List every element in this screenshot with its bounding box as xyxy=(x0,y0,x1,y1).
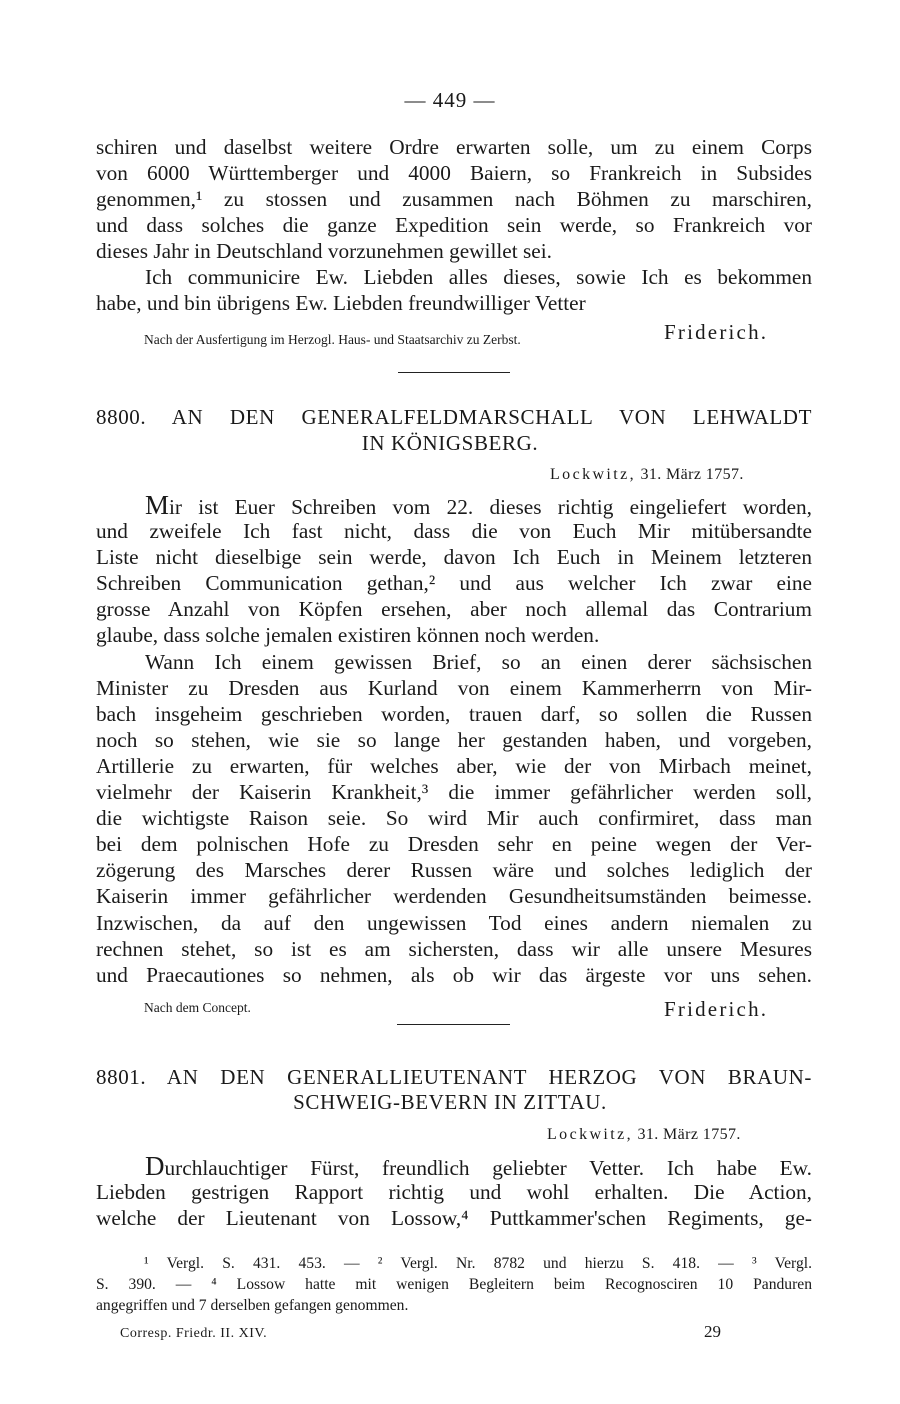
body-line: und dass solches die ganze Expedition sein werde, so Frankreich vor xyxy=(96,213,812,237)
body-line: Ich communicire Ew. Liebden alles dieses, sowie Ich es bekommen xyxy=(145,265,812,289)
letter-heading-cont: SCHWEIG-BEVERN IN ZITTAU. xyxy=(293,1090,607,1114)
body-line-first xyxy=(145,492,812,520)
body-line: Liebden gestrigen Rapport richtig und wohl erhalten. Die Action, xyxy=(96,1180,812,1204)
date-value: 31. März 1757. xyxy=(637,1126,741,1143)
footnote-line: angegriffen und 7 derselben gefangen genommen. xyxy=(96,1297,409,1314)
body-line: rechnen stehet, so ist es am sichersten, dass wir alle unsere Mesures xyxy=(96,937,812,961)
body-line: Artillerie zu erwarten, für welches aber, wie der von Mirbach meinet, xyxy=(96,754,812,778)
signature: Friderich. xyxy=(664,320,769,344)
body-line: welche der Lieutenant von Lossow,⁴ Puttkammer'schen Regiments, ge- xyxy=(96,1206,812,1230)
footnote-line: ¹ Vergl. S. 431. 453. — ² Vergl. Nr. 8782 und hierzu S. 418. — ³ Vergl. xyxy=(144,1255,812,1272)
source-note: Nach dem Concept. xyxy=(144,1000,251,1015)
body-line: glaube, dass solche jemalen existiren können noch werden. xyxy=(96,623,600,647)
dateline xyxy=(550,466,744,484)
body-line: von 6000 Württemberger und 4000 Baiern, so Frankreich in Subsides xyxy=(96,161,812,185)
sheet-number: 29 xyxy=(704,1322,721,1341)
body-text: urchlauchtiger Fürst, freundlich geliebter Vetter. Ich habe Ew. xyxy=(164,1156,812,1180)
source-note: Nach der Ausfertigung im Herzogl. Haus- und Staatsarchiv zu Zerbst. xyxy=(144,332,521,347)
body-line: bach insgeheim geschrieben worden, trauen darf, so sollen die Russen xyxy=(96,702,812,726)
body-line: Schreiben Communication gethan,² und aus welcher Ich zwar eine xyxy=(96,571,812,595)
body-line: genommen,¹ zu stossen und zusammen nach Böhmen zu marschiren, xyxy=(96,187,812,211)
letter-heading: 8801. AN DEN GENERALLIEUTENANT HERZOG VON BRAUN- xyxy=(96,1065,812,1089)
body-line: noch so stehen, wie sie so lange her gestanden haben, und vorgeben, xyxy=(96,728,812,752)
body-line-first xyxy=(145,1153,812,1181)
footer-signature: Corresp. Friedr. II. XIV. xyxy=(120,1326,268,1341)
date-place: Lockwitz, xyxy=(550,466,637,483)
body-line: dieses Jahr in Deutschland vorzunehmen gewillet sei. xyxy=(96,239,552,263)
body-line: und zweifele Ich fast nicht, dass die von Euch Mir mitübersandte xyxy=(96,519,812,543)
body-line: schiren und daselbst weitere Ordre erwarten solle, um zu einem Corps xyxy=(96,135,812,159)
body-line: zögerung des Marsches derer Russen wäre und solches lediglich der xyxy=(96,858,812,882)
body-line: und Praecautiones so nehmen, als ob wir das ärgeste vor uns sehen. xyxy=(96,963,812,987)
body-line: Inzwischen, da auf den ungewissen Tod eines andern niemalen zu xyxy=(96,911,812,935)
body-line: Liste nicht dieselbige sein werde, davon Ich Euch in Meinem letzteren xyxy=(96,545,812,569)
page-number: — 449 — xyxy=(404,88,496,112)
date-value: 31. März 1757. xyxy=(640,466,744,483)
body-line: die wichtigste Raison seie. So wird Mir auch confirmiret, dass man xyxy=(96,806,812,830)
body-line: bei dem polnischen Hofe zu Dresden sehr en peine wegen der Ver- xyxy=(96,832,812,856)
letter-heading-cont: IN KÖNIGSBERG. xyxy=(361,431,539,455)
letter-heading: 8800. AN DEN GENERALFELDMARSCHALL VON LEHWALDT xyxy=(96,405,812,429)
dateline xyxy=(547,1126,741,1144)
body-line: Kaiserin immer gefährlicher werdenden Gesundheitsumständen beimesse. xyxy=(96,884,812,908)
signature: Friderich. xyxy=(664,997,769,1021)
body-line: Wann Ich einem gewissen Brief, so an einen derer sächsischen xyxy=(145,650,812,674)
section-divider xyxy=(398,372,510,373)
initial-letter: M xyxy=(145,490,170,520)
body-text: ir ist Euer Schreiben vom 22. dieses richtig eingeliefert worden, xyxy=(169,495,812,519)
footnote-line: S. 390. — ⁴ Lossow hatte mit wenigen Begleitern beim Recognosciren 10 Panduren xyxy=(96,1276,812,1293)
initial-letter: D xyxy=(145,1151,165,1181)
section-divider xyxy=(397,1024,510,1025)
body-line: habe, und bin übrigens Ew. Liebden freundwilliger Vetter xyxy=(96,291,586,315)
body-line: grosse Anzahl von Köpfen ersehen, aber noch allemal das Contrarium xyxy=(96,597,812,621)
body-line: vielmehr der Kaiserin Krankheit,³ die immer gefährlicher werden soll, xyxy=(96,780,812,804)
date-place: Lockwitz, xyxy=(547,1126,634,1143)
body-line: Minister zu Dresden aus Kurland von einem Kammerherrn von Mir- xyxy=(96,676,812,700)
